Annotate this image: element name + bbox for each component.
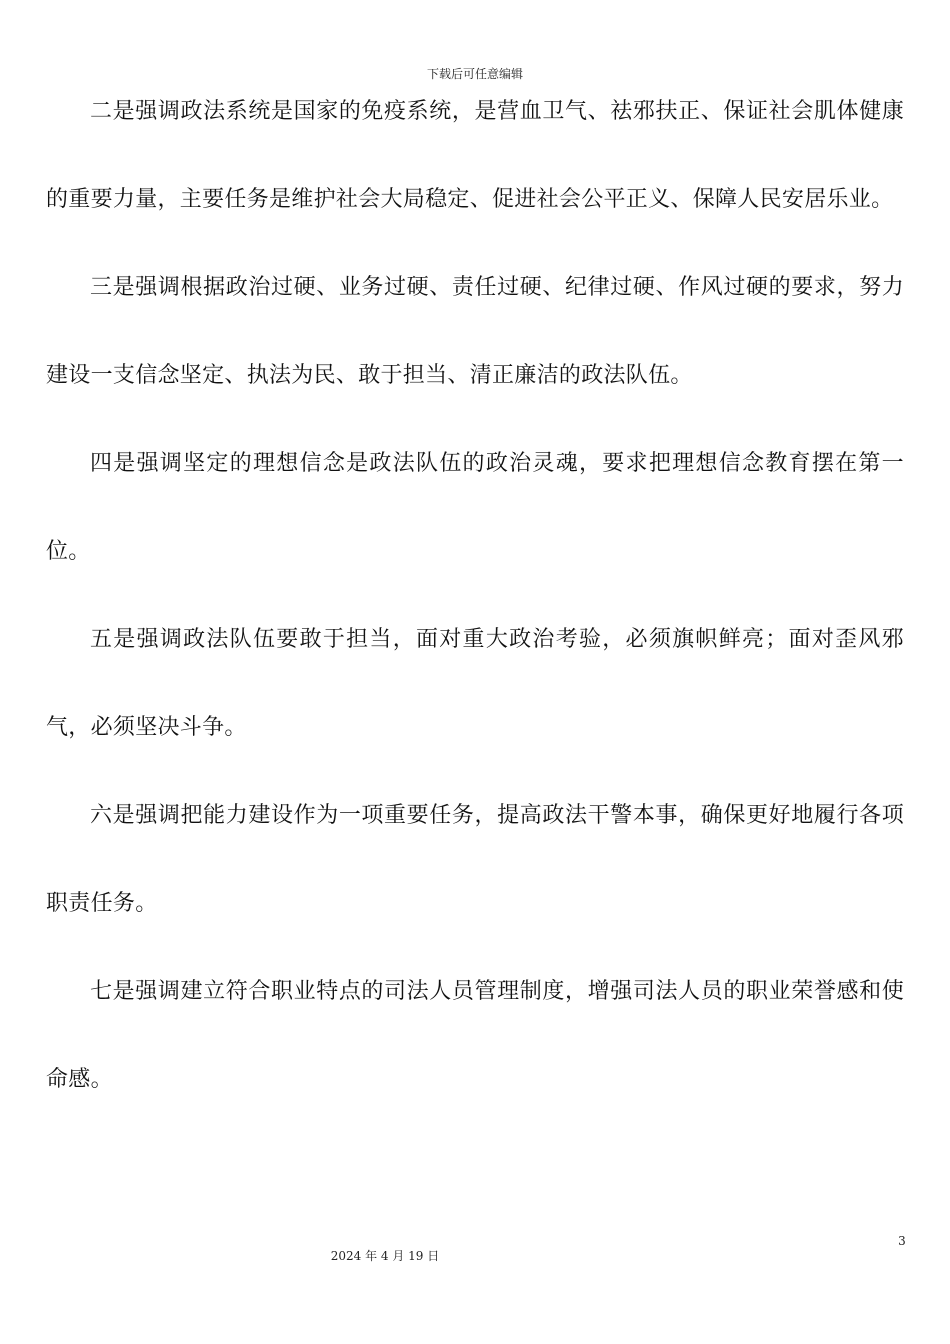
paragraph-7: 七是强调建立符合职业特点的司法人员管理制度，增强司法人员的职业荣誉感和使命感。 bbox=[46, 979, 904, 1092]
page-header: 下载后可任意编辑 bbox=[426, 67, 523, 81]
paragraph-4: 四是强调坚定的理想信念是政法队伍的政治灵魂，要求把理想信念教育摆在第一位。 bbox=[46, 451, 904, 564]
page-number: 3 bbox=[898, 1234, 906, 1248]
paragraph-5: 五是强调政法队伍要敢于担当，面对重大政治考验，必须旗帜鲜亮；面对歪风邪气，必须坚决斗争。 bbox=[46, 627, 904, 740]
footer-date: 2024 年 4 月 19 日 bbox=[330, 1249, 440, 1263]
document-body bbox=[46, 68, 904, 1124]
paragraph-6: 六是强调把能力建设作为一项重要任务，提高政法干警本事，确保更好地履行各项职责任务。 bbox=[46, 803, 904, 916]
paragraph-2: 二是强调政法系统是国家的免疫系统，是营血卫气、祛邪扶正、保证社会肌体健康的重要力量，主要任务是维护社会大局稳定、促进社会公平正义、保障人民安居乐业。 bbox=[46, 99, 904, 212]
paragraph-3: 三是强调根据政治过硬、业务过硬、责任过硬、纪律过硬、作风过硬的要求，努力建设一支信念坚定、执法为民、敢于担当、清正廉洁的政法队伍。 bbox=[46, 275, 904, 388]
